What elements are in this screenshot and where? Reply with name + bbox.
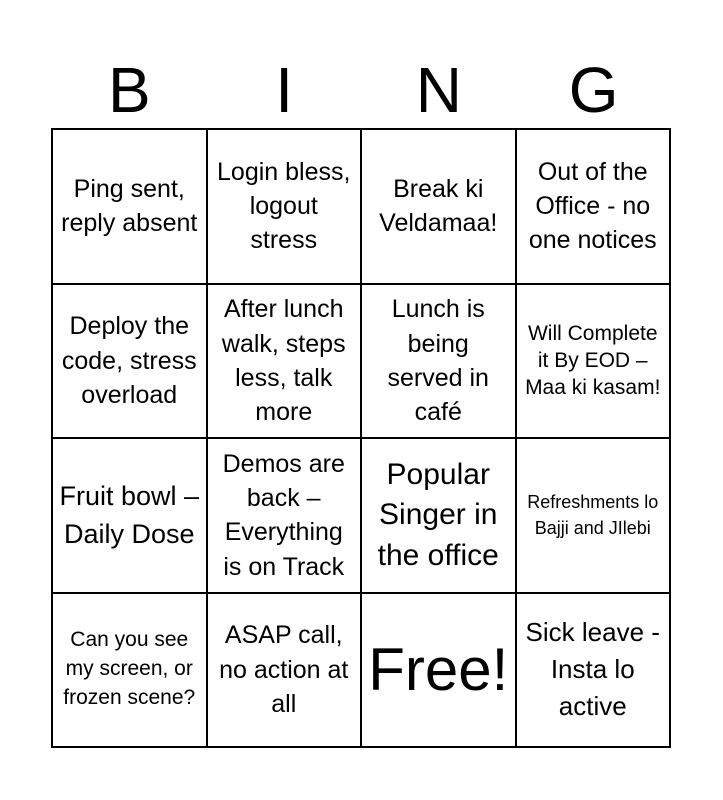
header-letter-b: B — [108, 54, 151, 126]
bingo-cell-text: Will Complete it By EOD – Maa ki kasam! — [525, 321, 661, 400]
free-space-cell[interactable] — [362, 594, 517, 749]
bingo-cell-text: Sick leave - Insta lo active — [525, 617, 660, 722]
bingo-card-grid — [51, 128, 671, 748]
bingo-cell[interactable] — [53, 594, 208, 749]
bingo-cell-text: Can you see my screen, or frozen scene? — [63, 628, 196, 710]
bingo-cell[interactable] — [362, 439, 517, 594]
bingo-cell-text: Login bless, logout stress — [217, 157, 351, 255]
bingo-cell[interactable] — [362, 130, 517, 285]
bingo-cell-text: Fruit bowl – Daily Dose — [59, 480, 200, 550]
bingo-cell-text: Deploy the code, stress overload — [61, 312, 197, 409]
bingo-cell-text: Popular Singer in the office — [377, 457, 499, 572]
bingo-cell-text: Ping sent, reply absent — [61, 175, 198, 238]
free-space-text: Free! — [368, 635, 509, 703]
bingo-header — [52, 52, 671, 128]
bingo-cell[interactable] — [208, 439, 363, 594]
bingo-cell[interactable] — [517, 594, 672, 749]
bingo-cell[interactable] — [53, 439, 208, 594]
header-letter-i: I — [275, 54, 294, 126]
bingo-cell-text: After lunch walk, steps less, talk more — [221, 295, 346, 426]
bingo-cell[interactable] — [517, 439, 672, 594]
bingo-cell[interactable] — [208, 130, 363, 285]
bingo-cell[interactable] — [208, 285, 363, 440]
bingo-cell[interactable] — [208, 594, 363, 749]
bingo-cell-text: Out of the Office - no one notices — [528, 157, 657, 255]
bingo-cell-text: Break ki Veldamaa! — [379, 175, 498, 238]
bingo-cell-text: ASAP call, no action at all — [219, 621, 349, 718]
header-letter-n: N — [415, 54, 462, 126]
header-letter-g: G — [568, 54, 619, 126]
bingo-cell[interactable] — [53, 285, 208, 440]
bingo-cell[interactable] — [517, 285, 672, 440]
bingo-cell-text: Lunch is being served in café — [387, 295, 489, 426]
bingo-cell[interactable] — [517, 130, 672, 285]
bingo-cell-text: Refreshments lo Bajji and JIlebi — [527, 492, 659, 539]
bingo-cell[interactable] — [53, 130, 208, 285]
bingo-cell[interactable] — [362, 285, 517, 440]
bingo-cell-text: Demos are back – Everything is on Track — [222, 449, 345, 581]
